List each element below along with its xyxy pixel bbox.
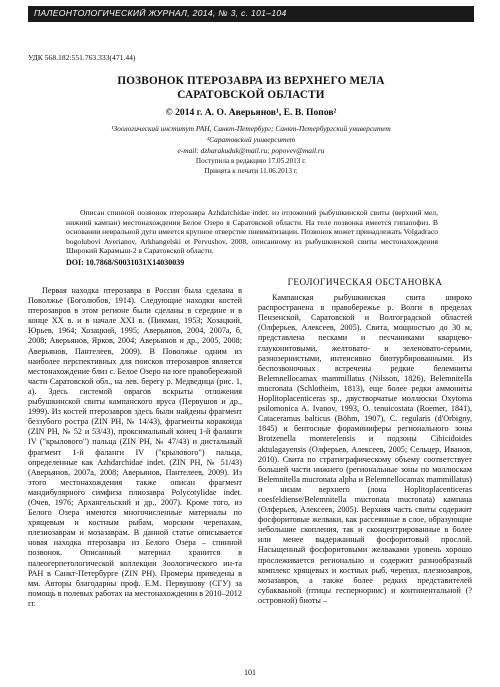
- right-column-text: Кампанская рыбушкинская свита широко распространена в правобережье р. Волги в пределах Пензенской, Саратовской и Волгоградской областей (Олферьев, Алексеев, 2005). Свита, мощностью до 30 м, представлена песками и песчаниками кварцево-глауконитовыми, желтовато- и зеленовато-серыми, разнозернистыми, интенсивно биотурбированными. Из беспозвоночных встречены редкие белемниты Belemnellocamax mammillatus (Nilsson, 1826), Belemnitella mucronata (Schlotheim, 1813), еще более редки аммониты Hoplitoplacenticeras sp., двустворчатые моллюски Oxytoma psilomonica A. Ivanov, 1993, O. tenuicostata (Roemer, 1841), Cataceramus balticus (Böhm, 1907), C. regularis (d'Orbigny, 1845) и бентосные фораминиферы регионального зоны Brotzenella monterelensis и подзоны Cibicidoides aktulagayensis (Олферьев, Алексеев, 2005; Сельцер, Иванов, 2010). Свита по стратиграфическому объему соответствует большей части нижнего (региональные зоны по моллюскам Belemnitella mucronata alpha и Belemnellocamax mammillatus) и низам верхнего (лона Hoplitoplacenticeras coesfeldiense/Belemnitella mucronata mucronata) кампана (Олферьев, Алексеев, 2005). Верхняя часть свиты содержит фосфоритовые желваки, как рассеянные в слое, образующие небольшие скопления, так и сконцентрированные в более или менее выдержанный фосфоритовый прослой. Насыщенный фосфоритовыми желваками уровень хорошо прослеживается регионально и содержит разнообразный комплекс хрящевых и костных рыб, черепах, плезиозавров, мозазавров, а также более редких представителей субакваьной (птицы геспернорнис) и континентальной (?островной) биоты –: [258, 293, 472, 605]
- journal-header-band: [28, 6, 474, 22]
- section-heading: ГЕОЛОГИЧЕСКАЯ ОБСТАНОВКА: [287, 277, 443, 287]
- received-date: Поступила в редакцию 17.05.2013 г.: [195, 157, 307, 165]
- affiliation-2: ²Саратовский университет: [206, 135, 296, 144]
- title-line-1: ПОЗВОНОК ПТЕРОЗАВРА ИЗ ВЕРХНЕГО МЕЛА: [117, 75, 385, 87]
- udk-code: УДК 568.182:551.763.333(471.44): [28, 53, 136, 62]
- abstract: [66, 208, 438, 256]
- title-line-2: САРАТОВСКОЙ ОБЛАСТИ: [177, 89, 325, 101]
- accepted-date: Принята к печати 11.06.2013 г.: [204, 167, 298, 175]
- right-column: [258, 277, 472, 606]
- affiliation-1: ¹Зоологический институт РАН, Санкт-Петербург; Санкт-Петербургский университет: [111, 124, 391, 133]
- journal-header: ПАЛЕОНТОЛОГИЧЕСКИЙ ЖУРНАЛ, 2014, № 3, с. 101–104: [34, 8, 287, 18]
- left-column: [28, 286, 242, 609]
- page-number: 101: [244, 668, 256, 677]
- article-title: [28, 74, 474, 102]
- left-column-text: Первая находка птерозавра в России была сделана в Поволжье (Боголюбов, 1914). Следующие находки костей птерозавров в этом регионе были сделаны в середине и в конце XX в. и в начале XXI в. (Пикман, 1953; Хозацкий, Юрьев, 1964; Хозацкий, 1995; Аверьянов, 2004, 2007а, б, 2008; Аверьянов, Ярков, 2004; Аверьянов и др., 2005, 2008; Аверьянов, Пантелеев, 2009). В Поволжье одним из наиболее перспективных для поисков птерозавров является местонахождение близ с. Белое Озеро на юге правобережной части Саратовской обл., на лев. берегу р. Медведица (рис. 1, а). Здесь системой оврагов вскрыты отложения рыбушкинской свиты кампанского яруса (Первушов и др., 1999). Из костей птерозавров здесь были найдены фрагмент беззубого ростра (ZIN PH, № 14/43), фрагменты коракоида (ZIN PH, № 52 и 53/43), проксимальный конец 1-й фаланги IV ("крылового") пальца (ZIN PH, № 47/43) и дистальный фрагмент 1-й фаланги IV ("крылового") пальца, определенные как Azhdarchidae indet. (ZIN PH, № 51/43) (Аверьянов, 2007а, 2008; Аверьянов, Пантелеев, 2009). Из этого местонахождения также описан фрагмент мандибулярного симфиза плиозавра Polycotylidae indet. (Очев, 1976; Архангельский и др., 2007). Кроме того, из Белого Озера имеются многочисленные материалы по хрящевым и костным рыбам, морским черепахам, плезиозаврам и мозазаврам. В данной статье описывается новая находка птерозавра из Белого Озера – спинной позвонок. Описанный материал хранится в палеогерпетологической коллекции Зоологического ин-та РАН в Санкт-Петербурге (ZIN PH). Промеры приведены в мм. Авторы благодарны проф. Е.М. Первушову (СГУ) за помощь в полевых работах на местонахождении в 2010–2012 гг.: [28, 286, 242, 608]
- authors: © 2014 г. А. О. Аверьянов¹, Е. В. Попов²: [165, 107, 337, 118]
- abstract-text: Описан спинной позвонок птерозавра Azhdarchidae indet. из отложений рыбушкинской свиты (верхний мел, нижний кампан) местонахождения Белое Озеро в Саратовской области. На теле позвонка имеется гипапофиз. В основании невральной дуги имеется крупное отверстие пневматизации. Позвонок может принадлежать Volgadraco bogolubovi Averianov, Arkhangelski et Pervushov, 2008, описанному из рыбушкинской свиты местонахождения Широкий Карамыш-2 в Саратовской области.: [66, 208, 438, 256]
- doi: DOI: 10.7868/S0031031X14030039: [66, 258, 185, 267]
- email: e-mail: dzharakuduk@mail.ru; popovev@mail.ru: [177, 146, 325, 155]
